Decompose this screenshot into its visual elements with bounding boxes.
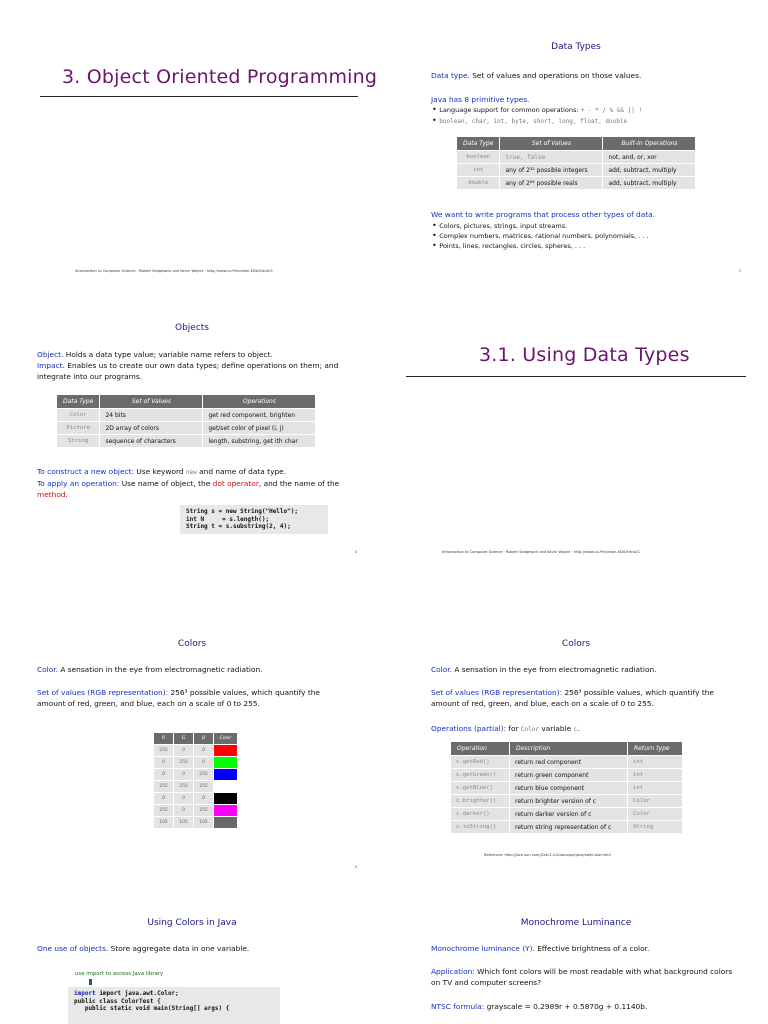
- color-label: Color.: [37, 665, 58, 674]
- table-cell: 0: [154, 757, 174, 769]
- want-bullets: [432, 221, 649, 251]
- table-row: [154, 793, 238, 805]
- color-swatch: [214, 805, 238, 817]
- rgb-table: [153, 732, 238, 829]
- code-text: import java.awt.Color;: [99, 990, 179, 997]
- rgb-definition: [431, 687, 741, 709]
- title-rule: [40, 96, 358, 97]
- set-label: Set of values (RGB representation):: [431, 688, 563, 697]
- slide-title: Colors: [177, 639, 207, 649]
- table-cell: Color: [628, 795, 683, 808]
- operations-heading: Operations (partial): for Color variable c.: [431, 724, 580, 733]
- col-header: Color: [214, 733, 238, 745]
- table-cell: return brighter version of c: [510, 795, 628, 808]
- reference-link: Reference: http://java.sun.com/j2se/1.4.2/docs/api/java/awt/Color.html: [484, 853, 611, 857]
- slide-title: Using Colors in Java: [147, 918, 237, 928]
- table-cell: 2D array of colors: [100, 422, 203, 435]
- slide-footer: Introduction to Computer Science · Robert Sedgewick and Kevin Wayne · http://www.cs.Princeton.EDU/IntroCS: [442, 550, 640, 554]
- table-row: [154, 781, 238, 793]
- object-definition: [37, 349, 342, 382]
- title-rule: [406, 376, 746, 377]
- list-item: • Points, lines, rectangles, circles, spheres, . . .: [432, 241, 649, 251]
- impact-label: Impact.: [37, 361, 65, 370]
- table-cell: Picture: [57, 422, 100, 435]
- use-text: Store aggregate data in one variable.: [110, 944, 250, 953]
- table-cell: 255: [194, 769, 214, 781]
- table-row: [57, 435, 316, 448]
- table-cell: 0: [194, 793, 214, 805]
- code-line: int N = s.length();: [186, 515, 270, 523]
- set-label: Set of values (RGB representation):: [37, 688, 169, 697]
- slide-title: Colors: [561, 639, 591, 649]
- table-row: [451, 808, 683, 821]
- color-text: A sensation in the eye from electromagnetic radiation.: [454, 665, 657, 674]
- table-row: [457, 164, 696, 177]
- page-number: 4: [355, 550, 358, 554]
- code-line: String t = s.substring(2, 4);: [186, 523, 291, 530]
- slide-footer: Introduction to Computer Science · Robert Sedgewick and Kevin Wayne · http://www.cs.Princeton.EDU/IntroCS: [75, 269, 273, 273]
- data-type-definition: [431, 70, 731, 81]
- app-label: Application:: [431, 967, 475, 976]
- use-label: One use of objects.: [37, 944, 109, 953]
- chapter-title: 3. Object Oriented Programming: [62, 66, 378, 88]
- impact-text: Enables us to create our own data types; define operations on them; and integrate into our programs.: [37, 361, 339, 381]
- table-cell: c.toString(): [451, 821, 510, 834]
- table-cell: 0: [174, 769, 194, 781]
- table-cell: return darker version of c: [510, 808, 628, 821]
- list-item: • Colors, pictures, strings, input streams.: [432, 221, 649, 231]
- table-cell: 255: [154, 805, 174, 817]
- slide-monochrome-luminance: [384, 895, 768, 1024]
- rgb-table-body: [154, 745, 238, 829]
- construct-text: Use keyword: [136, 467, 184, 476]
- color-text: A sensation in the eye from electromagnetic radiation.: [60, 665, 263, 674]
- table-row: [451, 756, 683, 769]
- col-header: G: [174, 733, 194, 745]
- color-swatch: [214, 793, 238, 805]
- new-keyword: new: [185, 469, 197, 476]
- table-row: [457, 177, 696, 190]
- mono-label: Monochrome luminance (Y).: [431, 944, 535, 953]
- table-cell: 0: [154, 793, 174, 805]
- slide-title: Monochrome Luminance: [520, 918, 632, 928]
- table-cell: true, false: [500, 151, 603, 164]
- set-text: 256³ possible values, which quantify the amount of red, green, and blue, each on a scale of 0 to 255.: [37, 688, 320, 708]
- color-swatch: [214, 781, 238, 793]
- table-cell: c.getRed(): [451, 756, 510, 769]
- table-cell: c.getGreen(): [451, 769, 510, 782]
- method-word: method: [37, 490, 66, 499]
- table-row: [154, 757, 238, 769]
- table-cell: return red component: [510, 756, 628, 769]
- table-header-row: [451, 742, 683, 756]
- table-header-row: [57, 395, 316, 409]
- code-line: public static void main(String[] args) {: [74, 1005, 230, 1012]
- ops-text: variable: [541, 724, 572, 733]
- table-cell: Color: [57, 409, 100, 422]
- slide-data-types: [384, 0, 768, 280]
- table-cell: length, substring, get ith char: [203, 435, 316, 448]
- table-cell: 255: [194, 781, 214, 793]
- col-header: B: [194, 733, 214, 745]
- table-cell: sequence of characters: [100, 435, 203, 448]
- col-header: Return type: [628, 742, 683, 756]
- arrow-icon: [89, 979, 92, 985]
- table-cell: String: [628, 821, 683, 834]
- slide-colors-rgb: [0, 615, 384, 895]
- list-item: • Complex numbers, matrices, rational numbers, polynomials, . . .: [432, 231, 649, 241]
- table-row: [154, 769, 238, 781]
- table-cell: 0: [174, 793, 194, 805]
- table-cell: not, and, or, xor: [603, 151, 696, 164]
- table-cell: 105: [174, 817, 194, 829]
- table-row: [457, 151, 696, 164]
- dot-operator: dot operator: [212, 479, 259, 488]
- bullet-operations: • Language support for common operations: + - * / % && || !: [432, 105, 642, 116]
- table-cell: get/set color of pixel (i, j): [203, 422, 316, 435]
- color-swatch: [214, 817, 238, 829]
- table-cell: 0: [174, 805, 194, 817]
- table-cell: c.darker(): [451, 808, 510, 821]
- table-cell: 255: [174, 781, 194, 793]
- app-text: Which font colors will be most readable with what background colors on TV and computer screens?: [431, 967, 733, 987]
- ntsc-formula: [431, 1001, 741, 1012]
- code-line: public class ColorTest {: [74, 997, 161, 1005]
- rgb-definition: [37, 687, 347, 709]
- col-header: Built-In Operations: [603, 137, 696, 151]
- table-cell: int: [628, 769, 683, 782]
- color-class: Color: [520, 726, 539, 733]
- table-cell: c.brighter(): [451, 795, 510, 808]
- table-cell: int: [457, 164, 500, 177]
- bullet-types: • boolean, char, int, byte, short, long, float, double: [432, 116, 642, 127]
- table-cell: c.getBlue(): [451, 782, 510, 795]
- table-cell: add, subtract, multiply: [603, 177, 696, 190]
- application-text: [431, 966, 741, 988]
- apply-text: , and the name of the: [258, 479, 340, 488]
- objects-use: [37, 943, 347, 954]
- color-operations-table: [450, 741, 683, 834]
- table-cell: return string representation of c: [510, 821, 628, 834]
- ops-table-body: [451, 756, 683, 834]
- ops-label: Operations (partial):: [431, 724, 507, 733]
- table-row: [154, 805, 238, 817]
- code-example: [68, 987, 280, 1024]
- table-cell: 0: [194, 757, 214, 769]
- table-cell: String: [57, 435, 100, 448]
- construct-label: To construct a new object:: [37, 467, 134, 476]
- table-row: [451, 782, 683, 795]
- table-header-row: [154, 733, 238, 745]
- table-row: [451, 795, 683, 808]
- slide-section-title: [384, 300, 768, 580]
- table-cell: add, subtract, multiply: [603, 164, 696, 177]
- slide-using-colors: [0, 895, 384, 1024]
- primitive-bullets: [432, 105, 642, 127]
- object-text: Holds a data type value; variable name refers to object.: [65, 350, 273, 359]
- object-label: Object.: [37, 350, 64, 359]
- table-cell: any of 2⁶⁴ possible reals: [500, 177, 603, 190]
- code-example: [180, 505, 328, 534]
- col-header: Set of Values: [500, 137, 603, 151]
- color-swatch: [214, 757, 238, 769]
- table-cell: double: [457, 177, 500, 190]
- color-label: Color.: [431, 665, 452, 674]
- want-heading: We want to write programs that process other types of data.: [431, 210, 656, 219]
- set-text: 256³ possible values, which quantify the amount of red, green, and blue, each on a scale of 0 to 255.: [431, 688, 714, 708]
- table-cell: int: [628, 756, 683, 769]
- table-row: [451, 769, 683, 782]
- table-header-row: [457, 137, 696, 151]
- color-swatch: [214, 769, 238, 781]
- table-row: [57, 422, 316, 435]
- table-cell: 255: [154, 781, 174, 793]
- col-header: Set of Values: [100, 395, 203, 409]
- col-header: Description: [510, 742, 628, 756]
- table-cell: 255: [154, 745, 174, 757]
- col-header: Data Type: [457, 137, 500, 151]
- table-cell: return blue component: [510, 782, 628, 795]
- color-swatch: [214, 745, 238, 757]
- section-title: 3.1. Using Data Types: [479, 344, 690, 366]
- definition-text: Set of values and operations on those values.: [472, 71, 642, 80]
- col-header: Data Type: [57, 395, 100, 409]
- construct-apply-text: To construct a new object: Use keyword new and name of data type. To apply an operation: Use name of object, the dot operator, and the name of the method.: [37, 467, 340, 499]
- table-cell: return green component: [510, 769, 628, 782]
- primitive-types-table: [456, 136, 696, 190]
- table-cell: 0: [174, 745, 194, 757]
- ntsc-label: NTSC formula:: [431, 1002, 485, 1011]
- var-name: c: [573, 726, 578, 733]
- table-row: [451, 821, 683, 834]
- code-line: String s = new String("Hello");: [186, 508, 298, 515]
- definition-label: Data type.: [431, 71, 470, 80]
- table-cell: 105: [194, 817, 214, 829]
- luminance-definition: [431, 943, 741, 954]
- table-cell: int: [628, 782, 683, 795]
- table-cell: Color: [628, 808, 683, 821]
- table-cell: 255: [174, 757, 194, 769]
- java-primitives-heading: Java has 8 primitive types.: [431, 95, 530, 104]
- construct-text: and name of data type.: [199, 467, 287, 476]
- page-number: 5: [355, 865, 358, 869]
- slide-colors-operations: [384, 615, 768, 895]
- table-cell: 0: [194, 745, 214, 757]
- table-cell: 105: [154, 817, 174, 829]
- slide-objects: [0, 300, 384, 580]
- import-note: use import to access Java library: [75, 971, 164, 977]
- table-row: [154, 817, 238, 829]
- apply-text: Use name of object, the: [121, 479, 211, 488]
- slide-title: Objects: [174, 323, 209, 333]
- color-definition: [431, 664, 741, 675]
- page-number: 2: [739, 269, 742, 273]
- col-header: Operations: [203, 395, 316, 409]
- object-types-table: [56, 394, 316, 448]
- table-cell: any of 2³² possible integers: [500, 164, 603, 177]
- col-header: R: [154, 733, 174, 745]
- ops-text: for: [508, 724, 519, 733]
- table-cell: 24 bits: [100, 409, 203, 422]
- table-cell: get red component, brighten: [203, 409, 316, 422]
- slide-chapter-title: [0, 0, 384, 280]
- table-cell: 255: [194, 805, 214, 817]
- apply-label: To apply an operation:: [37, 479, 120, 488]
- table-row: [57, 409, 316, 422]
- table-row: [154, 745, 238, 757]
- color-definition: [37, 664, 347, 675]
- table-cell: boolean: [457, 151, 500, 164]
- code-line: import import java.awt.Color;: [74, 990, 179, 997]
- ntsc-text: grayscale = 0.2989r + 0.5870g + 0.1140b.: [486, 1002, 648, 1011]
- slide-title: Data Types: [551, 42, 601, 52]
- mono-text: Effective brightness of a color.: [537, 944, 650, 953]
- table-cell: 0: [154, 769, 174, 781]
- col-header: Operation: [451, 742, 510, 756]
